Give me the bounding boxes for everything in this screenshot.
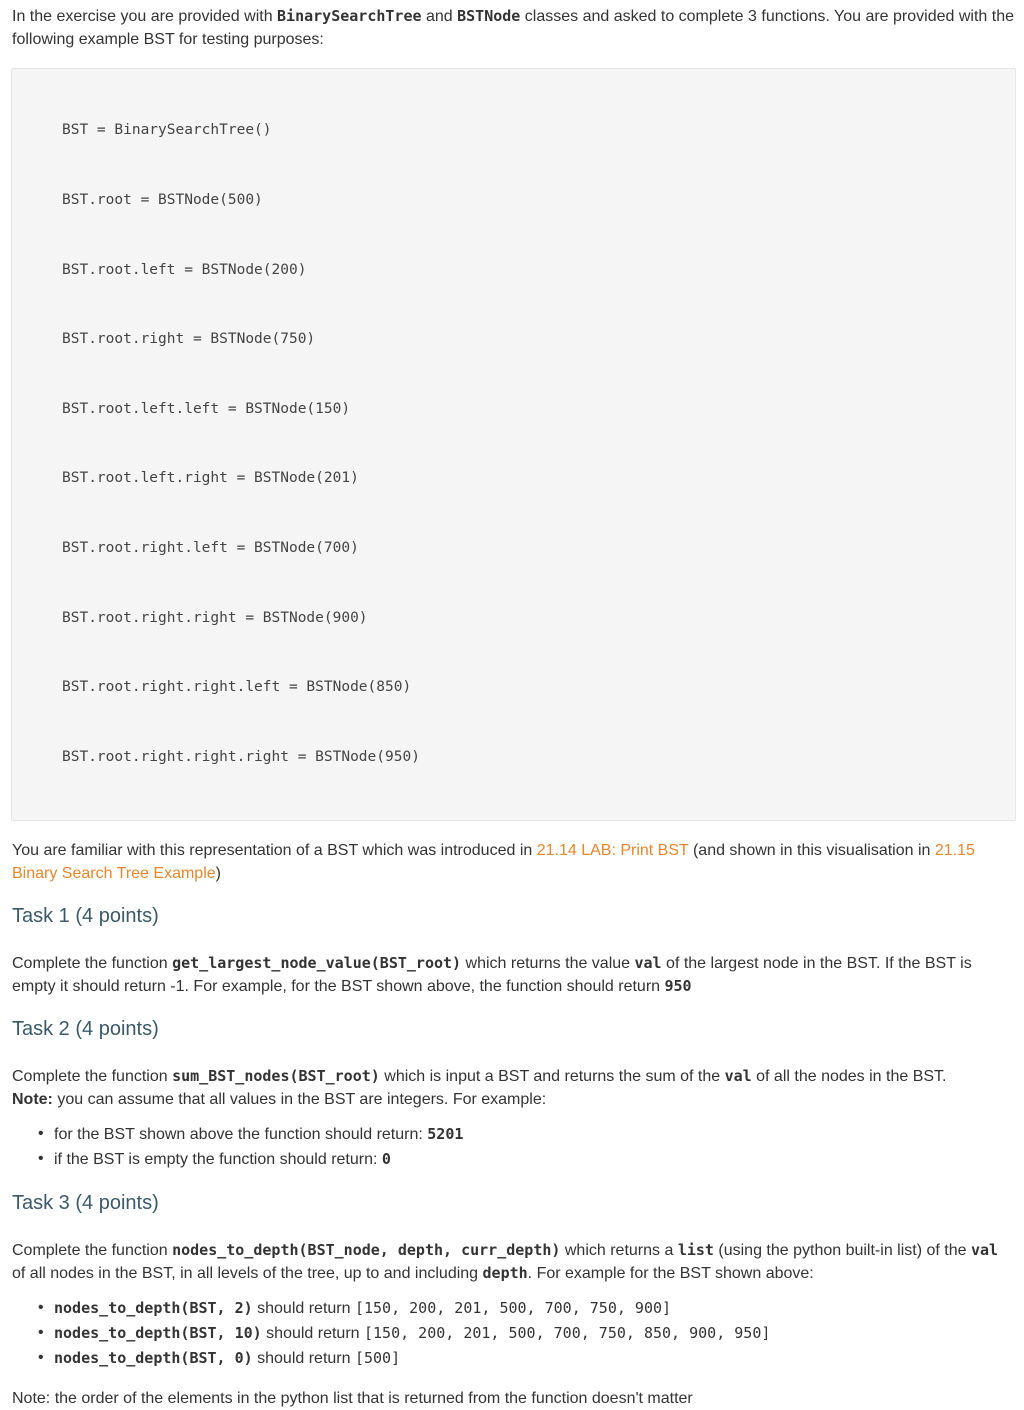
- task3-text-1: Complete the function: [12, 1241, 173, 1259]
- task2-description: [12, 1065, 1015, 1111]
- bullet-result: [500]: [354, 1348, 401, 1367]
- task3-text-4: of all nodes in the BST, in all levels of the tree, up to and including: [12, 1264, 483, 1282]
- list-item: [54, 1296, 1015, 1321]
- familiar-paragraph: [12, 839, 1015, 885]
- task2-text-1: Complete the function: [12, 1067, 173, 1085]
- intro-paragraph: [12, 5, 1015, 51]
- bullet-text: for the BST shown above the function should return:: [54, 1125, 428, 1143]
- bullet-text: if the BST is empty the function should return:: [54, 1150, 382, 1168]
- code-line: BST.root.right.right = BSTNode(900): [62, 609, 368, 626]
- code-line: BST.root.right.right.right = BSTNode(950): [62, 748, 420, 765]
- task3-text-2: which returns a: [560, 1241, 678, 1259]
- link-print-bst[interactable]: 21.14 LAB: Print BST: [536, 841, 689, 859]
- bullet-result: [150, 200, 201, 500, 700, 750, 900]: [354, 1298, 672, 1317]
- bullet-call: nodes_to_depth(BST, 10): [54, 1323, 262, 1342]
- code-line: BST.root.left.left = BSTNode(150): [62, 400, 351, 417]
- bullet-call: nodes_to_depth(BST, 2): [54, 1298, 253, 1317]
- task2-function-signature: sum_BST_nodes(BST_root): [172, 1066, 380, 1085]
- exercise-content: [12, 5, 1015, 1410]
- bullet-code: 5201: [427, 1124, 464, 1143]
- task2-examples-list: [12, 1122, 1015, 1172]
- intro-text-3: classes and asked to complete 3 functions. You are provided with the following example BST for testing purposes:: [12, 8, 1014, 48]
- class-name-bstnode: BSTNode: [457, 7, 521, 25]
- task1-text-1: Complete the function: [12, 954, 173, 972]
- task3-text-3: (using the python built-in list) of the: [713, 1241, 971, 1259]
- bullet-text: should return: [261, 1324, 364, 1342]
- code-line: BST.root.right.right.left = BSTNode(850): [62, 679, 412, 696]
- intro-text-1: In the exercise you are provided with: [12, 8, 278, 25]
- class-name-binarysearchtree: BinarySearchTree: [277, 7, 422, 25]
- task1-text-2: which returns the value: [461, 954, 635, 972]
- familiar-text-2: (and shown in this visualisation in: [688, 841, 935, 859]
- code-line: BST.root.left.right = BSTNode(201): [62, 470, 359, 487]
- closing-note: Note: the order of the elements in the python list that is returned from the function doesn't matter: [12, 1389, 693, 1407]
- familiar-text-3: ): [215, 864, 221, 882]
- task3-code-list: list: [677, 1240, 714, 1259]
- bullet-text: should return: [252, 1299, 355, 1317]
- task3-heading: Task 3 (4 points): [12, 1191, 159, 1214]
- task3-examples-list: [12, 1296, 1015, 1371]
- task3-code-depth: depth: [482, 1263, 528, 1282]
- task1-function-signature: get_largest_node_value(BST_root): [172, 953, 462, 972]
- bullet-text: should return: [252, 1349, 355, 1367]
- list-item: [54, 1147, 1015, 1172]
- task1-description: [12, 952, 1015, 998]
- task3-description: [12, 1239, 1015, 1285]
- code-line: BST = BinarySearchTree(): [62, 122, 272, 139]
- familiar-text-1: You are familiar with this representation of a BST which was introduced in: [12, 841, 537, 859]
- bullet-result: [150, 200, 201, 500, 700, 750, 850, 900, 950]: [364, 1323, 771, 1342]
- example-code-block: [11, 68, 1016, 821]
- task3-code-val: val: [970, 1240, 999, 1259]
- list-item: [54, 1346, 1015, 1371]
- list-item: [54, 1321, 1015, 1346]
- bullet-call: nodes_to_depth(BST, 0): [54, 1348, 253, 1367]
- code-line: BST.root = BSTNode(500): [62, 192, 263, 209]
- task2-heading: Task 2 (4 points): [12, 1017, 159, 1040]
- task3-function-signature: nodes_to_depth(BST_node, depth, curr_depth): [172, 1240, 561, 1259]
- task2-code-val: val: [724, 1066, 752, 1085]
- task1-code-val: val: [634, 953, 662, 972]
- code-line: BST.root.left = BSTNode(200): [62, 261, 307, 278]
- code-line: BST.root.right.left = BSTNode(700): [62, 540, 359, 557]
- link-bst-example[interactable]: 21.15 Binary Search Tree Example: [12, 841, 975, 882]
- task3-text-5: . For example for the BST shown above:: [527, 1264, 814, 1282]
- task2-text-3: of all the nodes in the BST.: [751, 1067, 947, 1085]
- bullet-code: 0: [381, 1149, 391, 1168]
- task2-note-text: you can assume that all values in the BST are integers. For example:: [52, 1090, 547, 1108]
- task1-heading: Task 1 (4 points): [12, 904, 159, 927]
- task2-text-2: which is input a BST and returns the sum of the: [379, 1067, 725, 1085]
- task1-code-result: 950: [664, 976, 692, 995]
- code-line: BST.root.right = BSTNode(750): [62, 331, 316, 348]
- intro-text-2: and: [421, 8, 458, 25]
- task1-text-3: of the largest node in the BST. If the BST is empty it should return -1. For example, for the BST shown above, the function should return: [12, 954, 972, 995]
- task2-note-label: Note:: [12, 1090, 53, 1108]
- list-item: [54, 1122, 1015, 1147]
